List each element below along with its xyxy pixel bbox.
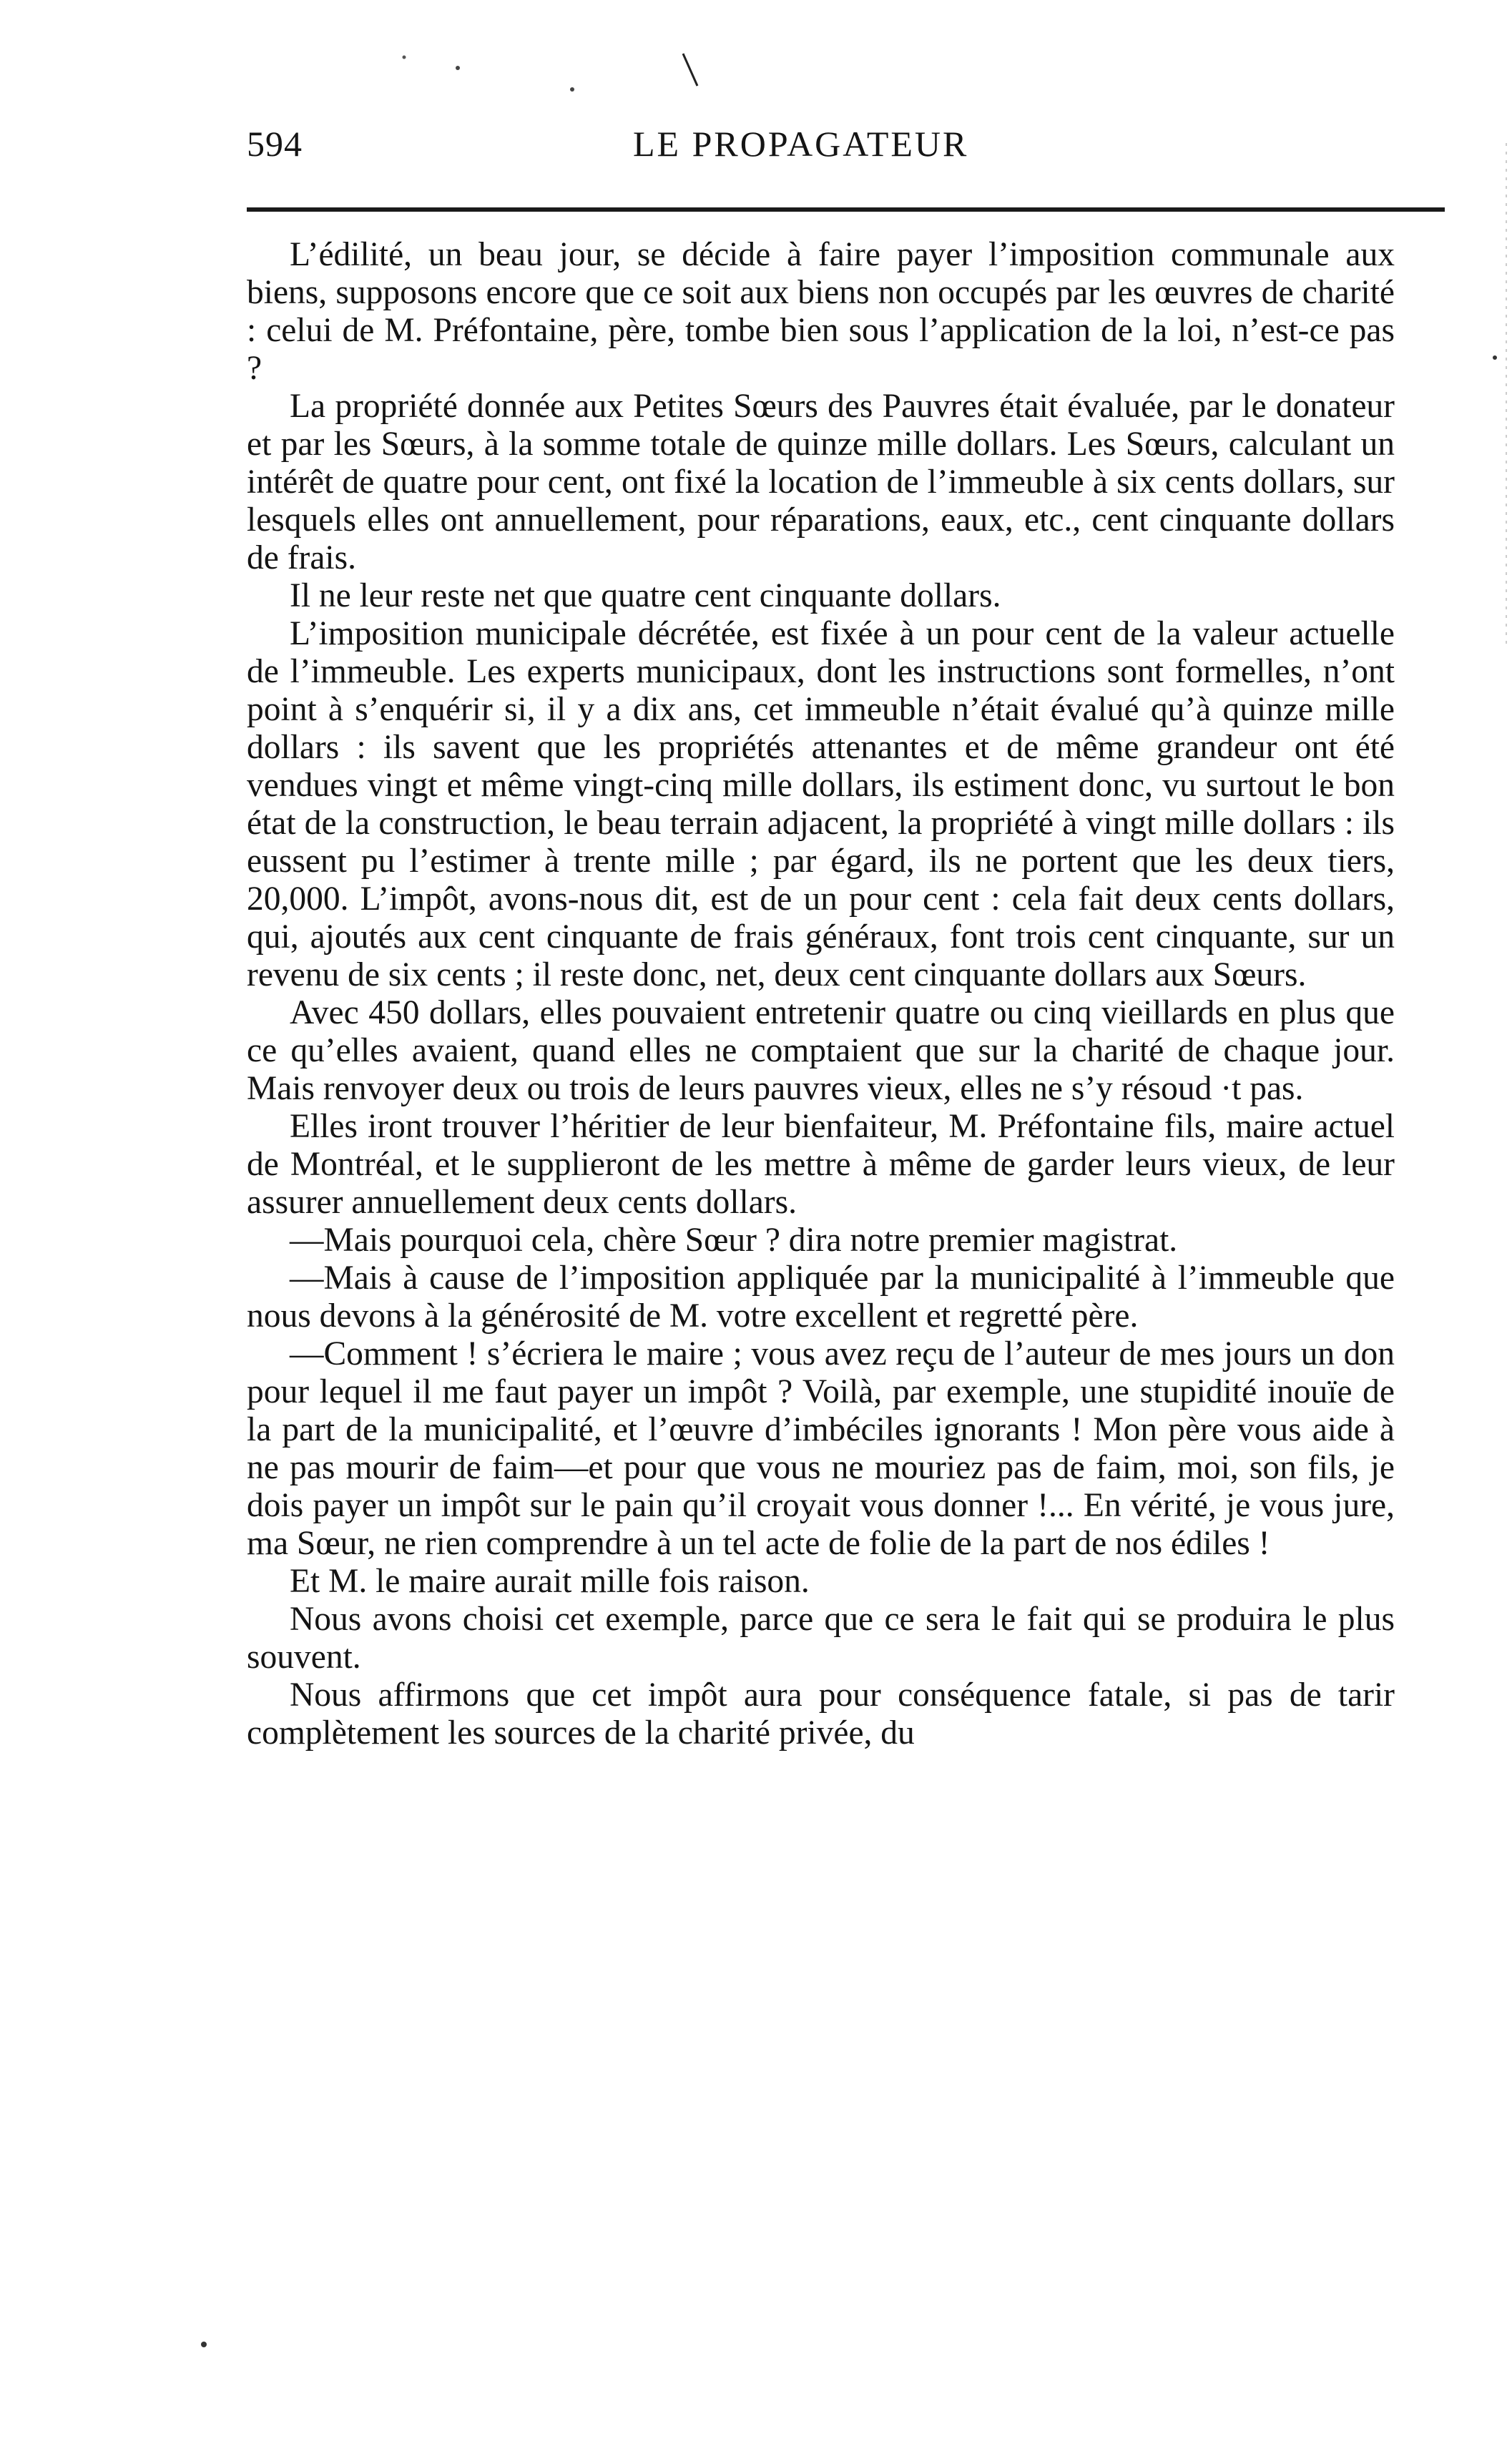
header-rule bbox=[247, 207, 1445, 212]
paragraph: La propriété donnée aux Petites Sœurs des Pauvres était évaluée, par le donateur et par les Sœurs, à la somme totale de quinze mille dollars. Les Sœurs, calculant un intérêt de quatre pour cent, ont fixé la location de l’immeuble à six cents dollars, sur lesquels elles ont annuellement, pour réparations, eaux, etc., cent cinquante dollars de frais. bbox=[247, 388, 1395, 576]
paragraph: Et M. le maire aurait mille fois raison. bbox=[290, 1563, 810, 1600]
paragraph: —Mais pourquoi cela, chère Sœur ? dira notre premier magistrat. bbox=[290, 1222, 1178, 1259]
paragraph: Nous avons choisi cet exemple, parce que ce sera le fait qui se produira le plus souvent. bbox=[247, 1601, 1395, 1676]
scan-speck bbox=[570, 87, 574, 92]
scan-speck bbox=[456, 66, 460, 70]
paragraph: —Mais à cause de l’imposition appliquée par la municipalité à l’immeuble que nous devons à la générosité de M. votre excellent et regretté père. bbox=[247, 1259, 1395, 1335]
paragraph: L’imposition municipale décrétée, est fixée à un pour cent de la valeur actuelle de l’immeuble. Les experts municipaux, dont les instructions sont formelles, n’ont point à s’enquérir si, il y a dix ans, cet immeuble n’était évalué qu’à quinze mille dollars : ils savent que les propriétés attenantes et de même grandeur ont été vendues vingt et même vingt-cinq mille dollars, ils estiment donc, vu surtout le bon état de la construction, le beau terrain adjacent, la propriété à vingt mille dollars : ils eussent pu l’estimer à trente mille ; par égard, ils ne portent que les deux tiers, 20,000. L’impôt, avons-nous dit, est de un pour cent : cela fait deux cents dollars, qui, ajoutés aux cent cinquante de frais généraux, font trois cent cinquante, sur un revenu de six cents ; il reste donc, net, deux cent cinquante dollars aux Sœurs. bbox=[247, 615, 1395, 993]
paragraph: Nous affirmons que cet impôt aura pour conséquence fatale, si pas de tarir complètement les sources de la charité privée, du bbox=[247, 1676, 1395, 1752]
scan-speck bbox=[1493, 355, 1497, 360]
paragraph: Il ne leur reste net que quatre cent cinquante dollars. bbox=[290, 577, 1001, 614]
paragraph: —Comment ! s’écriera le maire ; vous avez reçu de l’auteur de mes jours un don pour lequel il me faut payer un impôt ? Voilà, par exemple, une stupidité inouïe de la part de la municipalité, et l’œuvre d’imbéciles ignorants ! Mon père vous aide à ne pas mourir de faim—et pour que vous ne mouriez pas de faim, moi, son fils, je dois payer un impôt sur le pain qu’il croyait vous donner !... En vérité, je vous jure, ma Sœur, ne rien comprendre à un tel acte de folie de la part de nos édiles ! bbox=[247, 1335, 1395, 1562]
scan-speck bbox=[403, 56, 406, 59]
page-number: 594 bbox=[247, 124, 303, 164]
page-header bbox=[247, 123, 1448, 173]
scan-speck bbox=[683, 54, 697, 86]
paragraph: Elles iront trouver l’héritier de leur bienfaiteur, M. Préfontaine fils, maire actuel de Montréal, et le supplieront de les mettre à même de garder leurs vieux, de leur assurer annuellement deux cents dollars. bbox=[247, 1108, 1395, 1221]
paragraph: Avec 450 dollars, elles pouvaient entretenir quatre ou cinq vieillards en plus que ce qu’elles avaient, quand elles ne comptaient que sur la charité de chaque jour. Mais renvoyer deux ou trois de leurs pauvres vieux, elles ne s’y résoud ·t pas. bbox=[247, 994, 1395, 1107]
paragraph: L’édilité, un beau jour, se décide à faire payer l’imposition communale aux biens, supposons encore que ce soit aux biens non occupés par les œuvres de charité : celui de M. Préfontaine, père, tombe bien sous l’application de la loi, n’est-ce pas ? bbox=[247, 236, 1395, 387]
scan-speck bbox=[201, 2342, 207, 2347]
body-text bbox=[247, 236, 1395, 1752]
running-title: LE PROPAGATEUR bbox=[633, 124, 969, 164]
